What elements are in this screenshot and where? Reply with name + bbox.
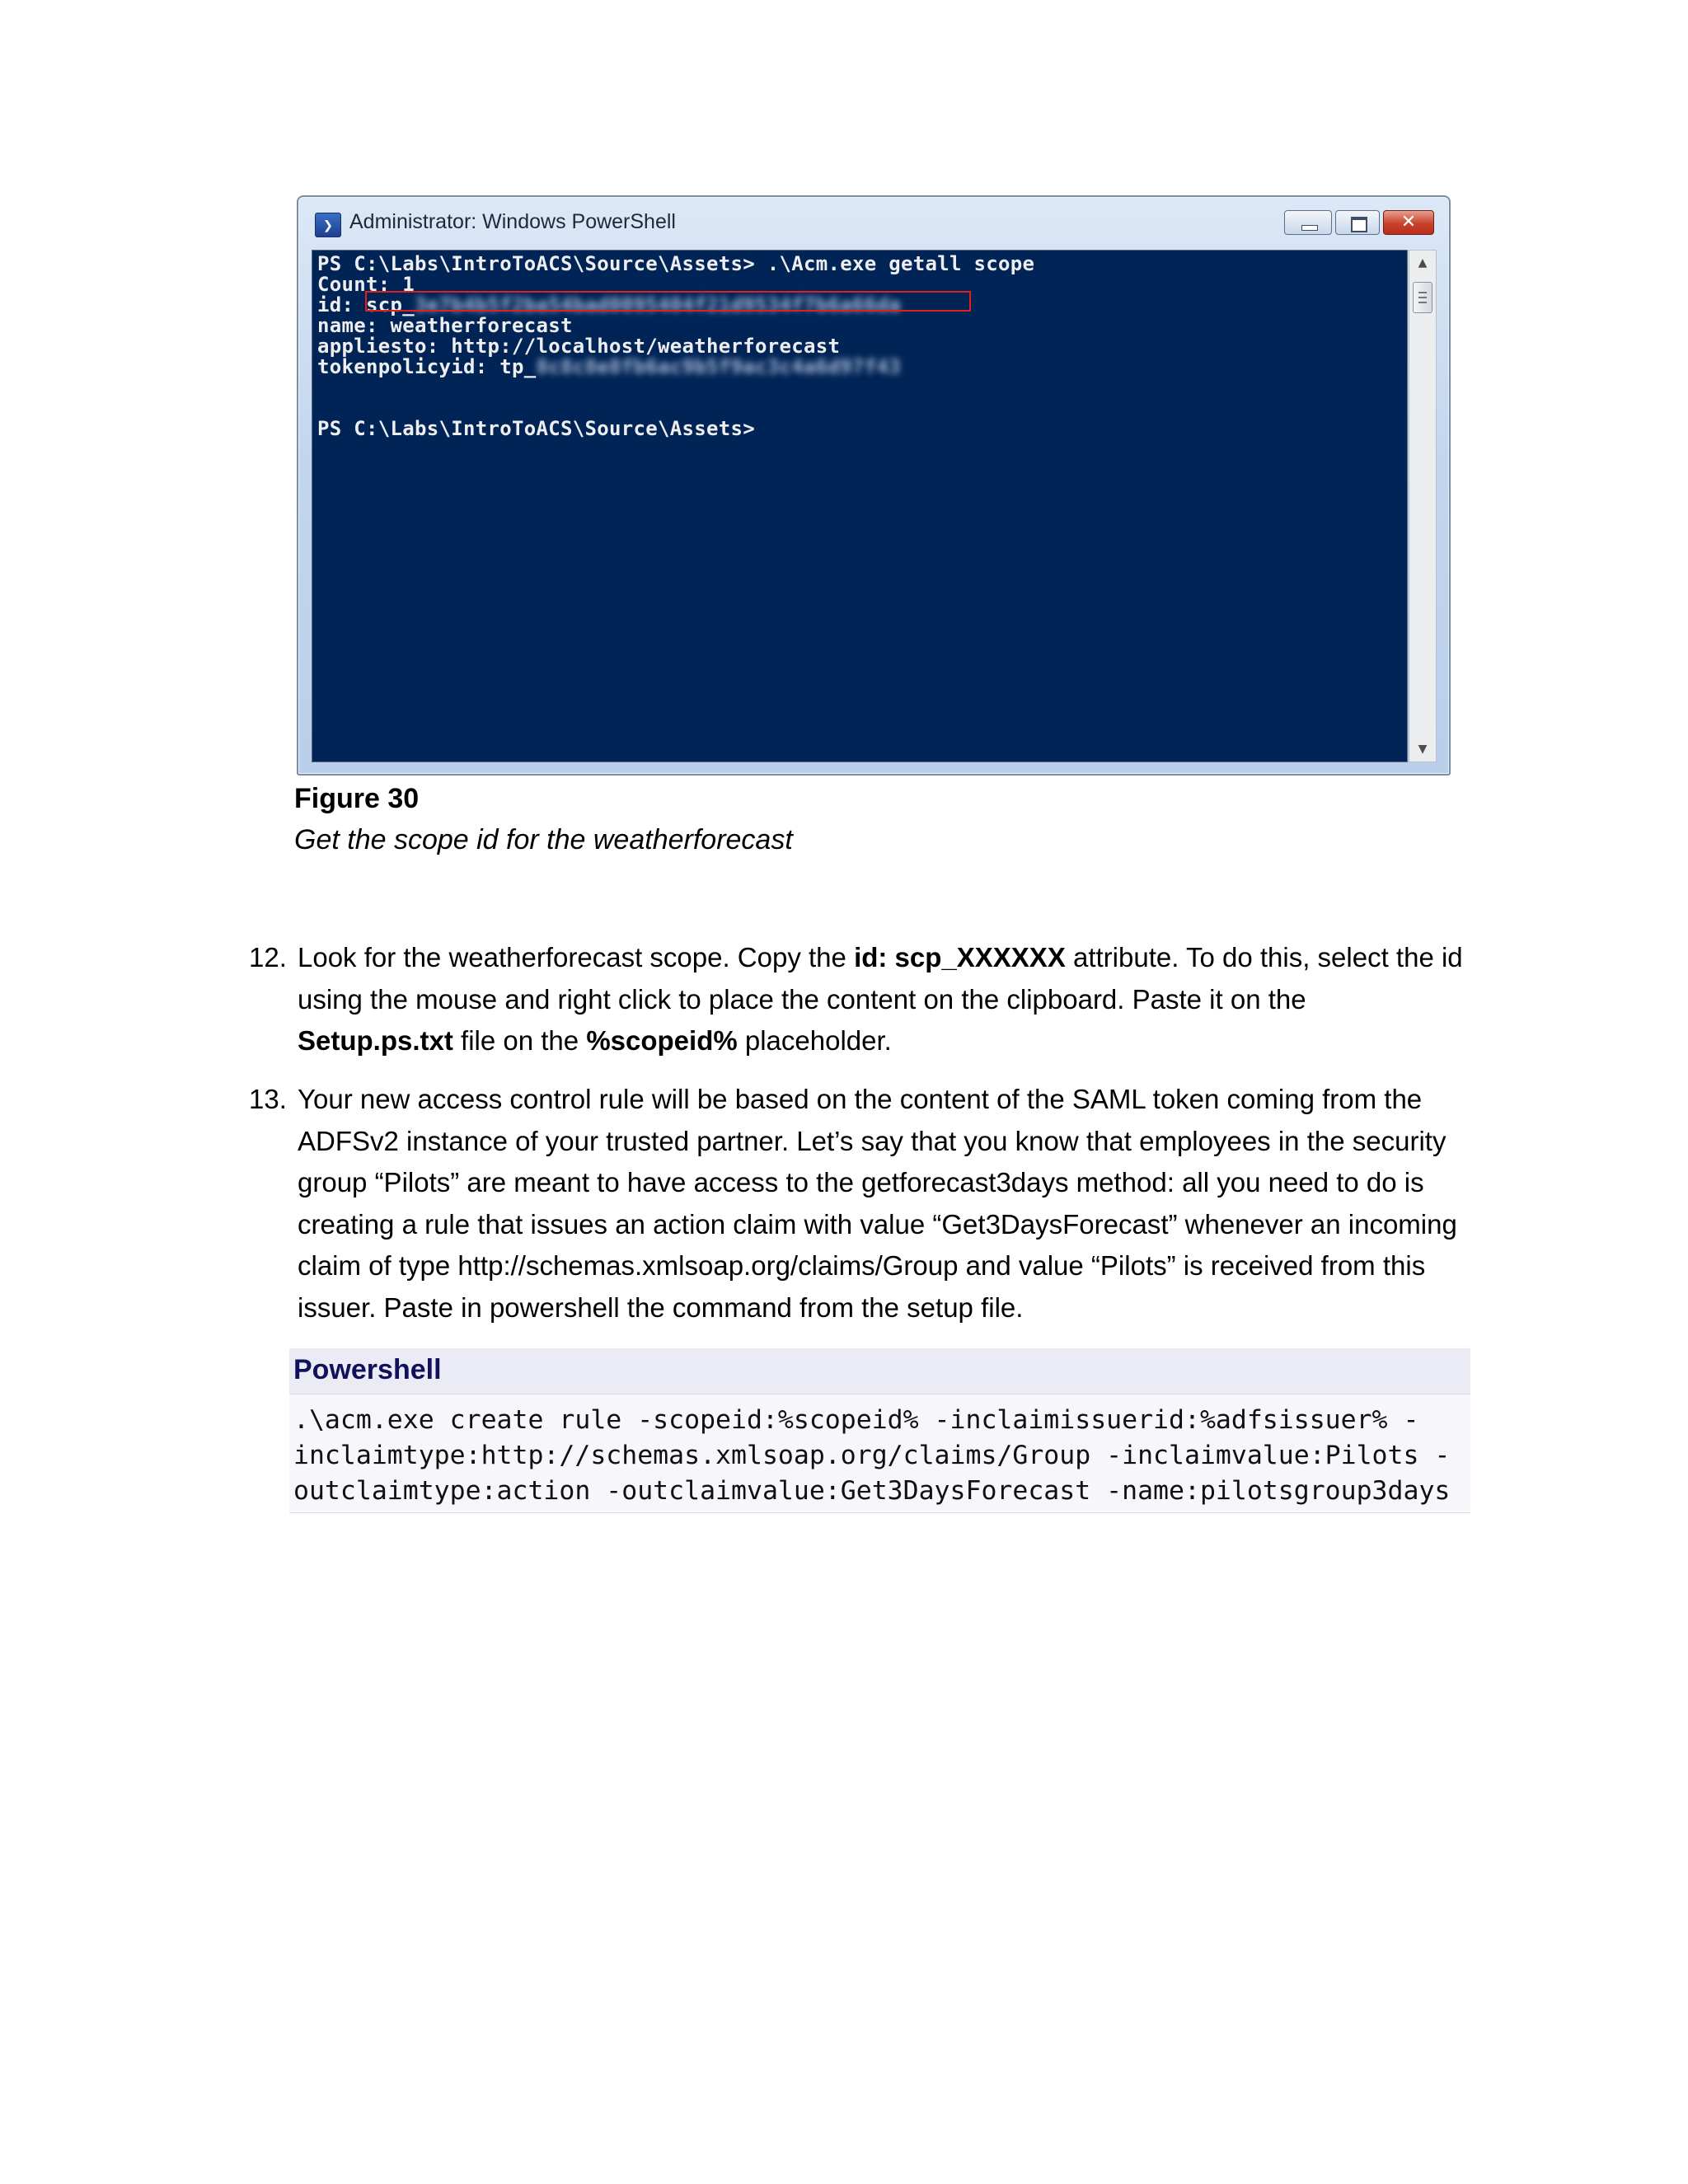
console-line [317,336,840,357]
console-line-text: id: scp_ [317,293,415,316]
bold-text: %scopeid% [586,1025,738,1056]
paragraph-line [298,1020,1485,1062]
scroll-thumb[interactable] [1413,282,1432,313]
minimize-button[interactable] [1284,210,1332,235]
scroll-up-icon[interactable]: ▲ [1418,256,1428,269]
text-run: Look for the weatherforecast scope. Copy the [298,942,855,972]
console-line [317,316,573,336]
close-icon: ✕ [1400,212,1417,232]
bold-text: Setup.ps.txt [298,1025,453,1056]
text-run: file on the [452,1025,587,1056]
text-run: ADFSv2 instance of your trusted partner. Let’s say that you know that employees in the security [298,1125,1447,1156]
bold-text: id: scp_XXXXXX [854,942,1066,972]
window-title: Administrator: Windows PowerShell [349,210,676,233]
redacted-value: 8c8c8e8fb6ac9b5f9ac3c4a6d97f43 [536,355,901,378]
paragraph-line [298,979,1485,1021]
paragraph-line [298,1245,1485,1287]
figure-caption: Get the scope id for the weatherforecast [294,824,793,855]
console-line-text: PS C:\Labs\IntroToACS\Source\Assets> [317,417,755,440]
console-line-text: Count: 1 [317,273,415,296]
code-block [289,1348,1470,1513]
figure-label: Figure 30 [294,783,420,814]
window-titlebar[interactable] [298,197,1449,248]
grip-line [1418,297,1427,298]
console-line-text: PS C:\Labs\IntroToACS\Source\Assets> .\Acm.exe getall scope [317,252,1035,275]
step-number: 12. [249,942,287,972]
redacted-value: 3e7b4b5f2ba54bad0095404f21d9534f7b6a66da [415,293,901,316]
code-line: outclaimtype:action -outclaimvalue:Get3DaysForecast -name:pilotsgroup3days [293,1476,1451,1506]
maximize-icon [1351,217,1367,232]
maximize-button[interactable] [1335,210,1380,235]
step-13 [249,1079,1485,1329]
scope-id-highlight [365,291,971,312]
powershell-window [297,195,1451,776]
console-line [317,419,755,439]
console-line-text: appliesto: http://localhost/weatherforecast [317,335,841,358]
code-language-label: Powershell [293,1354,442,1385]
step-text [249,1079,1485,1329]
text-run: Your new access control rule will be based on the content of the SAML token coming from the [298,1084,1423,1114]
code-line: inclaimtype:http://schemas.xmlsoap.org/claims/Group -inclaimvalue:Pilots - [293,1441,1451,1470]
text-run: creating a rule that issues an action claim with value “Get3DaysForecast” whenever an incoming [298,1208,1457,1240]
grip-line [1418,302,1427,303]
console-scrollbar[interactable] [1409,250,1437,762]
console-line [317,357,901,377]
console-line-text: name: weatherforecast [317,314,573,337]
paragraph-line [298,1121,1485,1163]
text-run: claim of type http://schemas.xmlsoap.org/claims/Group and value “Pilots” is received from this [298,1250,1426,1281]
console-output[interactable] [312,250,1408,762]
paragraph-line [298,1162,1485,1204]
text-run: placeholder. [737,1025,892,1056]
paragraph-line [298,937,1485,979]
window-controls [1284,210,1434,235]
step-12 [249,937,1485,1062]
step-number: 13. [249,1084,287,1114]
text-run: using the mouse and right click to place the content on the clipboard. Paste it on the [298,983,1306,1015]
console-line-text: tokenpolicyid: tp_ [317,355,537,378]
paragraph-line [298,1204,1485,1246]
text-run: group “Pilots” are meant to have access to the getforecast3days method: all you need to do is [298,1167,1424,1197]
minimize-icon [1301,225,1318,231]
code-body[interactable] [289,1394,1470,1512]
close-button[interactable] [1383,210,1434,235]
grip-line [1418,292,1427,293]
scroll-down-icon[interactable]: ▼ [1418,743,1428,756]
code-header [289,1348,1470,1394]
paragraph-line [298,1079,1485,1121]
powershell-icon: ❯ [315,213,341,237]
paragraph-line [298,1287,1485,1329]
code-line: .\acm.exe create rule -scopeid:%scopeid% -inclaimissuerid:%adfsissuer% - [293,1405,1419,1435]
text-run: issuer. Paste in powershell the command from the setup file. [298,1291,1024,1323]
step-text [249,937,1485,1062]
console-line [317,254,1034,274]
text-run: attribute. To do this, select the id [1065,942,1463,972]
